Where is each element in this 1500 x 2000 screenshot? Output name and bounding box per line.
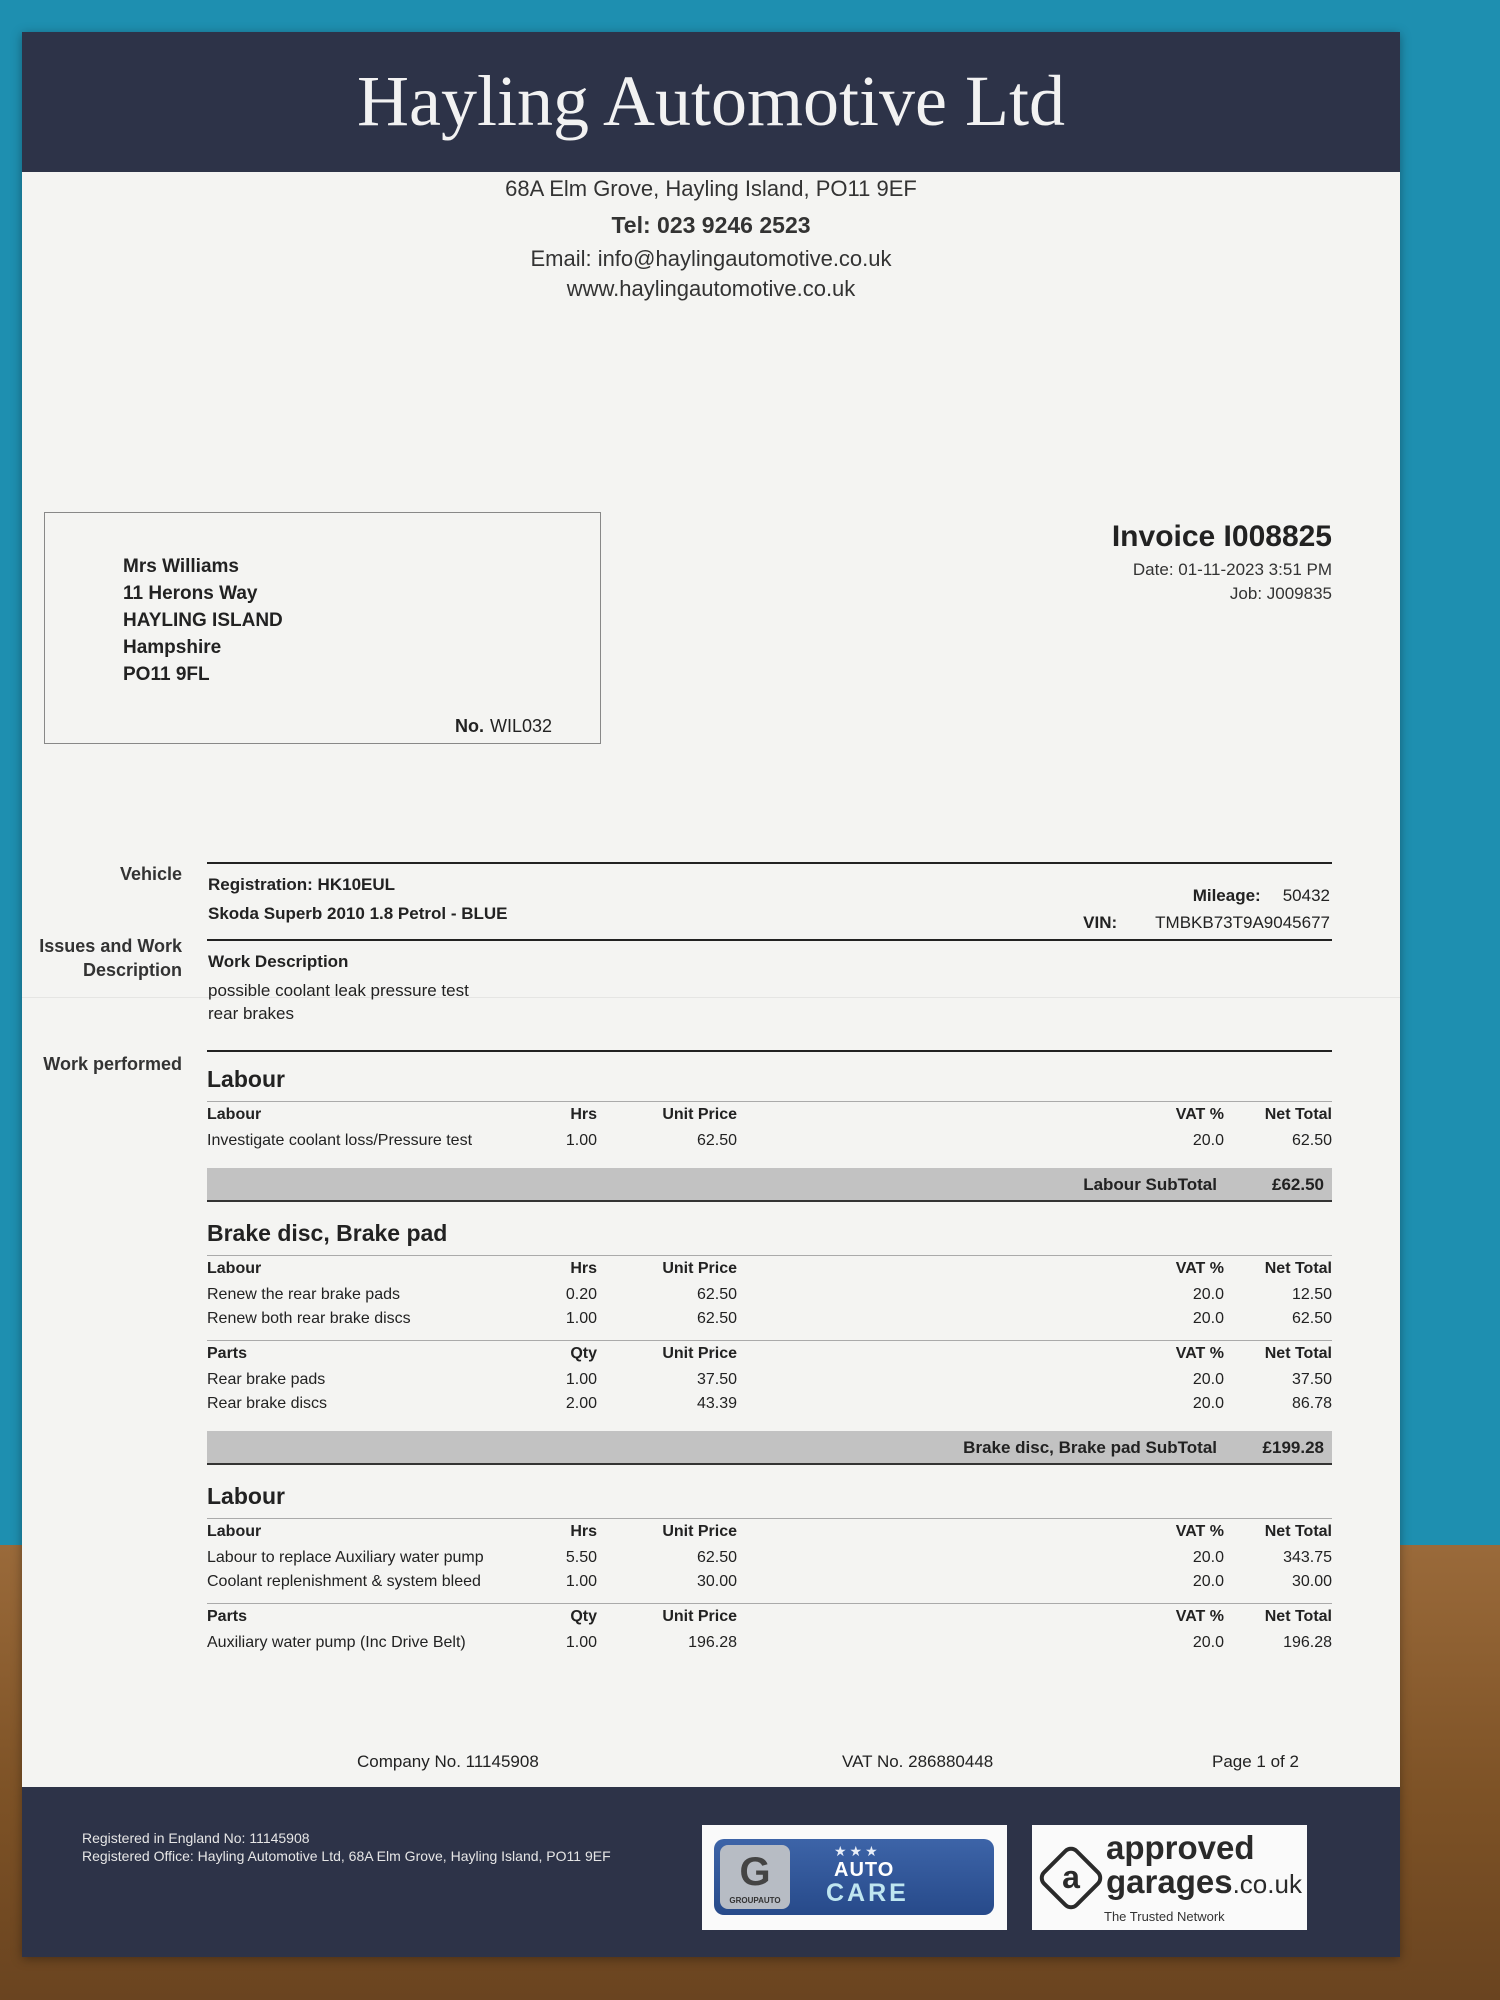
- footer-band: [22, 1787, 1400, 1957]
- net-total-header: Net Total: [1264, 1106, 1332, 1123]
- company-number: Company No. 11145908: [357, 1752, 539, 1771]
- line-item-net: 86.78: [1291, 1395, 1332, 1412]
- subtotal-label: Labour SubTotal: [1083, 1175, 1217, 1194]
- line-items-header: [207, 1255, 1332, 1286]
- line-items-header: [207, 1340, 1332, 1371]
- autocare-badge: [714, 1839, 994, 1915]
- subtotal-bar: [207, 1168, 1332, 1202]
- invoice-title: Invoice I008825: [1111, 520, 1332, 553]
- customer-line: Hampshire: [123, 637, 222, 658]
- line-item-unit-price: 62.50: [696, 1132, 737, 1149]
- line-item-desc: Labour to replace Auxiliary water pump: [207, 1549, 484, 1566]
- groupauto-icon: [720, 1845, 790, 1909]
- line-item-vat: 20.0: [1192, 1634, 1224, 1651]
- line-item-row: [207, 1286, 1332, 1310]
- vat-header: VAT %: [1175, 1260, 1224, 1277]
- approved-garages-logo: [1032, 1825, 1307, 1930]
- line-items-header: [207, 1101, 1332, 1132]
- approved-garages-tagline: The Trusted Network: [1104, 1909, 1225, 1924]
- header-banner: [22, 32, 1400, 172]
- autocare-auto-text: AUTO: [834, 1859, 895, 1881]
- line-item-row: [207, 1573, 1332, 1597]
- vat-header: VAT %: [1175, 1106, 1224, 1123]
- invoice-sheet: [22, 32, 1400, 1957]
- line-item-qty: 1.00: [565, 1573, 597, 1590]
- line-item-row: [207, 1132, 1332, 1156]
- invoice-job: Job: J009835: [1229, 584, 1332, 603]
- line-item-row: [207, 1310, 1332, 1334]
- vat-header: VAT %: [1175, 1523, 1224, 1540]
- line-item-row: [207, 1395, 1332, 1419]
- line-items-header: [207, 1603, 1332, 1634]
- approved-garages-word: garages: [1106, 1863, 1233, 1900]
- company-contact: [22, 174, 1400, 304]
- customer-account-no: [455, 716, 552, 737]
- work-description-heading: Work Description: [208, 952, 349, 971]
- line-item-vat: 20.0: [1192, 1310, 1224, 1327]
- approved-garages-suffix: .co.uk: [1232, 1869, 1302, 1899]
- page-number: Page 1 of 2: [1212, 1752, 1299, 1771]
- groupauto-text: GROUPAUTO: [729, 1896, 781, 1905]
- vat-number: VAT No. 286880448: [842, 1752, 994, 1771]
- vehicle-meta: [1083, 882, 1330, 936]
- customer-line: 11 Herons Way: [123, 583, 258, 604]
- net-total-header: Net Total: [1264, 1260, 1332, 1277]
- line-item-desc: Auxiliary water pump (Inc Drive Belt): [207, 1634, 466, 1651]
- line-item-desc: Investigate coolant loss/Pressure test: [207, 1132, 473, 1149]
- customer-line: Mrs Williams: [123, 556, 239, 577]
- line-items-header: [207, 1518, 1332, 1549]
- approved-garages-line2: [1106, 1865, 1302, 1901]
- line-item-desc: Coolant replenishment & system bleed: [207, 1573, 481, 1590]
- line-item-unit-price: 43.39: [696, 1395, 737, 1412]
- qty-header: Hrs: [570, 1523, 597, 1540]
- line-item-net: 37.50: [1291, 1371, 1332, 1388]
- line-item-desc: Rear brake discs: [207, 1395, 328, 1412]
- work-performed: [207, 1066, 1332, 1664]
- line-item-desc: Renew both rear brake discs: [207, 1310, 411, 1327]
- mileage-row: [1083, 882, 1330, 909]
- qty-header: Qty: [570, 1345, 597, 1362]
- block-name: Parts: [207, 1345, 248, 1362]
- subtotal-value: £62.50: [1272, 1175, 1324, 1194]
- spacer: [207, 1156, 1332, 1162]
- approved-garages-line1: approved: [1106, 1829, 1255, 1866]
- line-item-unit-price: 62.50: [696, 1549, 737, 1566]
- line-item-net: 62.50: [1291, 1132, 1332, 1149]
- vat-header: VAT %: [1175, 1608, 1224, 1625]
- line-item-row: [207, 1634, 1332, 1658]
- line-item-qty: 0.20: [565, 1286, 597, 1303]
- account-no-value: WIL032: [489, 716, 552, 736]
- work-group-title: Brake disc, Brake pad: [207, 1220, 448, 1246]
- customer-line: PO11 9FL: [123, 664, 210, 685]
- line-item-qty: 1.00: [565, 1310, 597, 1327]
- line-item-vat: 20.0: [1192, 1286, 1224, 1303]
- unit-price-header: Unit Price: [662, 1523, 737, 1540]
- line-item-qty: 2.00: [565, 1395, 597, 1412]
- vin-label: VIN:: [1083, 913, 1118, 932]
- block-name: Parts: [207, 1608, 248, 1625]
- invoice-date: Date: 01-11-2023 3:51 PM: [1132, 560, 1332, 579]
- customer-address-box: [44, 512, 601, 744]
- work-description: [208, 950, 469, 1025]
- line-item-net: 30.00: [1291, 1573, 1332, 1590]
- section-label-performed: Work performed: [43, 1054, 182, 1074]
- approved-garages-text: [1106, 1831, 1302, 1901]
- line-item-row: [207, 1549, 1332, 1573]
- line-item-desc: Rear brake pads: [207, 1371, 326, 1388]
- registered-line: Registered Office: Hayling Automotive Ltd, 68A Elm Grove, Hayling Island, PO11 9EF: [82, 1848, 611, 1864]
- company-tel: Tel: 023 9246 2523: [611, 212, 811, 238]
- unit-price-header: Unit Price: [662, 1608, 737, 1625]
- subtotal-value: £199.28: [1262, 1438, 1324, 1457]
- spacer: [207, 1419, 1332, 1425]
- groupauto-autocare-logo: [702, 1825, 1007, 1930]
- approved-garages-icon-letter: a: [1062, 1859, 1080, 1895]
- divider: [207, 939, 1332, 941]
- line-item-desc: Renew the rear brake pads: [207, 1286, 400, 1303]
- company-address: 68A Elm Grove, Hayling Island, PO11 9EF: [505, 176, 917, 201]
- vehicle-details: [208, 870, 507, 928]
- block-name: Labour: [207, 1106, 262, 1123]
- line-item-qty: 1.00: [565, 1132, 597, 1149]
- line-item-vat: 20.0: [1192, 1395, 1224, 1412]
- unit-price-header: Unit Price: [662, 1260, 737, 1277]
- line-item-unit-price: 62.50: [696, 1310, 737, 1327]
- work-description-line: possible coolant leak pressure test: [208, 981, 469, 1000]
- work-group-title: Labour: [207, 1483, 285, 1509]
- work-group-title: Labour: [207, 1066, 285, 1092]
- block-name: Labour: [207, 1523, 262, 1540]
- mileage-value: 50432: [1282, 886, 1330, 905]
- autocare-care-text: CARE: [826, 1879, 909, 1907]
- unit-price-header: Unit Price: [662, 1106, 737, 1123]
- invoice-header: [1112, 520, 1332, 606]
- line-item-qty: 1.00: [565, 1634, 597, 1651]
- line-item-net: 12.50: [1291, 1286, 1332, 1303]
- subtotal-bar: [207, 1431, 1332, 1465]
- stars-icon: ★★★: [834, 1843, 881, 1859]
- registered-line: Registered in England No: 11145908: [82, 1830, 310, 1846]
- line-item-qty: 5.50: [565, 1549, 597, 1566]
- account-no-label: No.: [454, 716, 484, 736]
- company-email: Email: info@haylingautomotive.co.uk: [530, 246, 892, 271]
- mileage-label: Mileage:: [1192, 886, 1261, 905]
- line-item-unit-price: 62.50: [696, 1286, 737, 1303]
- line-item-vat: 20.0: [1192, 1371, 1224, 1388]
- net-total-header: Net Total: [1264, 1608, 1332, 1625]
- groupauto-letter: G: [739, 1850, 771, 1894]
- block-name: Labour: [207, 1260, 262, 1277]
- spacer: [207, 1658, 1332, 1664]
- customer-address: [123, 553, 283, 688]
- company-website: www.haylingautomotive.co.uk: [566, 276, 856, 301]
- line-item-net: 62.50: [1291, 1310, 1332, 1327]
- line-item-vat: 20.0: [1192, 1573, 1224, 1590]
- line-item-vat: 20.0: [1192, 1549, 1224, 1566]
- unit-price-header: Unit Price: [662, 1345, 737, 1362]
- registration-text: [82, 1829, 611, 1865]
- vin-row: [1083, 909, 1330, 936]
- divider: [207, 862, 1332, 864]
- qty-header: Qty: [570, 1608, 597, 1625]
- customer-line: HAYLING ISLAND: [123, 610, 283, 631]
- work-description-line: rear brakes: [208, 1004, 294, 1023]
- line-item-unit-price: 196.28: [688, 1634, 737, 1651]
- vat-header: VAT %: [1175, 1345, 1224, 1362]
- line-item-net: 343.75: [1283, 1549, 1332, 1566]
- section-label-vehicle: Vehicle: [119, 864, 182, 884]
- vehicle-registration: Registration: HK10EUL: [208, 875, 396, 894]
- line-item-unit-price: 37.50: [696, 1371, 737, 1388]
- net-total-header: Net Total: [1264, 1345, 1332, 1362]
- qty-header: Hrs: [570, 1260, 597, 1277]
- vin-value: TMBKB73T9A9045677: [1155, 913, 1330, 932]
- divider: [207, 1050, 1332, 1052]
- qty-header: Hrs: [570, 1106, 597, 1123]
- net-total-header: Net Total: [1264, 1523, 1332, 1540]
- company-name: Hayling Automotive Ltd: [357, 61, 1065, 141]
- vehicle-model: Skoda Superb 2010 1.8 Petrol - BLUE: [208, 904, 508, 923]
- line-item-vat: 20.0: [1192, 1132, 1224, 1149]
- line-item-net: 196.28: [1283, 1634, 1332, 1651]
- line-item-qty: 1.00: [565, 1371, 597, 1388]
- line-item-row: [207, 1371, 1332, 1395]
- section-label-issues: Issues and Work Description: [39, 936, 182, 980]
- line-item-unit-price: 30.00: [696, 1573, 737, 1590]
- subtotal-label: Brake disc, Brake pad SubTotal: [963, 1438, 1217, 1457]
